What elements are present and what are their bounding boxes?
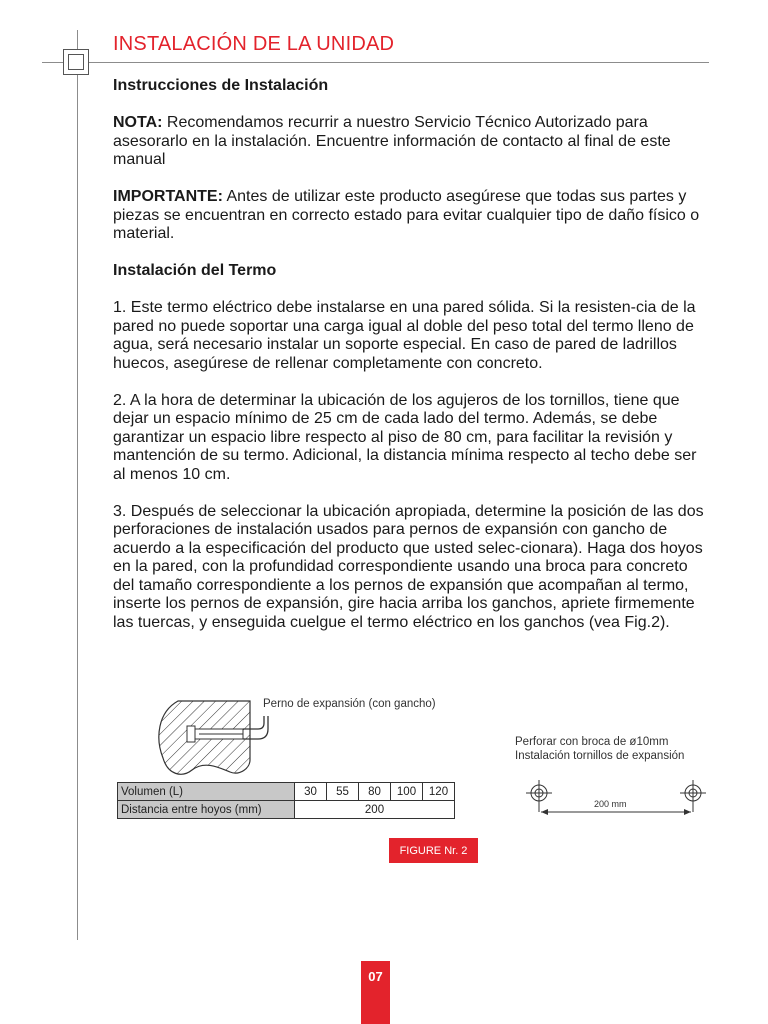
bolt-label: Perno de expansión (con gancho) [263,698,436,710]
nota-paragraph [113,114,713,170]
section-heading-instrucciones: Instrucciones de Instalación [113,77,329,94]
section-heading-termo: Instalación del Termo [113,262,277,279]
margin-vertical-line [77,30,78,940]
volume-distance-table [117,782,455,819]
importante-text: Antes de utilizar este producto asegúrese que todas sus partes y piezas se encuentran en correcto estado para evitar cualquier tipo de daño físico o material. [113,188,700,242]
figure-badge: FIGURE Nr. 2 [389,838,478,863]
page-number: 07 [361,961,390,1024]
table-cell: 30 [295,783,327,801]
step-2-paragraph: 2. A la hora de determinar la ubicación de los agujeros de los tornillos, tiene que dejar un espacio mínimo de 25 cm de cada lado del termo. Además, se debe garantizar un espacio libre respecto al piso de 80 cm, para facilitar la revisión y mantención de su termo. Adicional, la distancia mínima respecto al techo debe ser al menos 10 cm. [113,391,697,483]
table-cell-distance: 200 [295,801,455,819]
header-rule [42,62,709,63]
dimension-label: 200 mm [594,799,627,809]
header-square-ornament [63,49,89,75]
table-header-volumen: Volumen (L) [118,783,295,801]
table-cell: 120 [423,783,455,801]
importante-paragraph [113,188,713,244]
expansion-bolt-icon [187,716,268,742]
drill-label-line-2: Instalación tornillos de expansión [515,750,685,762]
step-1-paragraph: 1. Este termo eléctrico debe instalarse en una pared sólida. Si la resisten-cia de la pared no puede soportar una carga igual al doble del peso total del termo lleno de agua, será necesario instalar un soporte especial. En caso de pared de ladrillos huecos, asegúrese de rellenar completamente con concreto. [113,299,696,372]
table-cell: 100 [391,783,423,801]
drill-holes-diagram [526,780,706,815]
table-cell: 55 [327,783,359,801]
importante-label: IMPORTANTE: [113,188,223,205]
drill-label-line-1: Perforar con broca de ø10mm [515,736,669,748]
nota-text: Recomendamos recurrir a nuestro Servicio Técnico Autorizado para asesorarlo en la instalación. Encuentre información de contacto al final de este manual [113,114,671,168]
step-3-paragraph: 3. Después de seleccionar la ubicación apropiada, determine la posición de las dos perforaciones de instalación usados para pernos de expansión con gancho de acuerdo a la especificación del producto que usted selec-cionara). Haga dos hoyos en la pared, con la profundidad correspondiente usando una broca para concreto del tamaño correspondiente a los pernos de expansión que acompañan al termo, inserte los pernos de expansión, gire hacia arriba los ganchos, apriete firmemente las tuercas, y enseguida cuelgue el termo eléctrico en los ganchos (vea Fig.2). [113,502,704,631]
wall-section-icon [159,701,250,774]
body-content [113,77,713,632]
table-header-distancia: Distancia entre hoyos (mm) [118,801,295,819]
page-title: INSTALACIÓN DE LA UNIDAD [113,33,395,55]
table-cell: 80 [359,783,391,801]
nota-label: NOTA: [113,114,163,131]
table-row [118,801,455,819]
table-row [118,783,455,801]
